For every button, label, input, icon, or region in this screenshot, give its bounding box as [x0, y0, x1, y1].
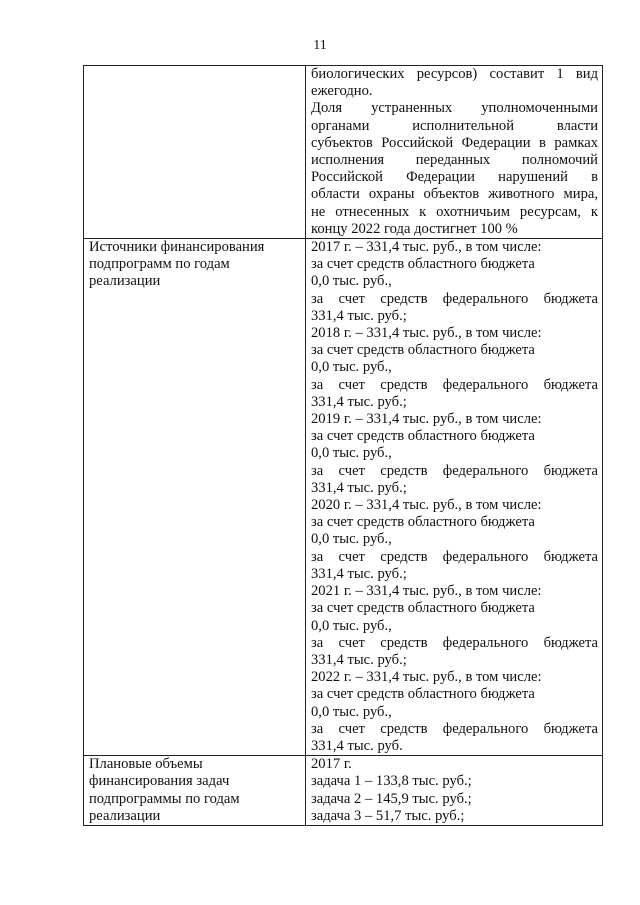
text-line: 2017 г. – 331,4 тыс. руб., в том числе:	[311, 239, 542, 256]
text-line: 331,4 тыс. руб.	[311, 737, 403, 754]
text-line: биологических ресурсов) составит 1 вид	[311, 66, 598, 82]
text-line: за счет средств областного бюджета	[311, 686, 535, 703]
text-line: 2018 г. – 331,4 тыс. руб., в том числе:	[311, 325, 542, 342]
text-line: реализации	[89, 807, 161, 824]
text-line: Российской Федерации нарушений в	[311, 169, 598, 186]
text-line: 331,4 тыс. руб.;	[311, 479, 407, 496]
text-line: 2017 г.	[311, 756, 352, 773]
text-line: концу 2022 года достигнет 100 %	[311, 220, 518, 237]
text-line: за счет средств федерального бюджета	[311, 720, 598, 737]
funding-sources-label-cell	[84, 239, 306, 756]
text-line: 331,4 тыс. руб.;	[311, 307, 407, 324]
text-line: 331,4 тыс. руб.;	[311, 565, 407, 582]
funding-sources-lines	[311, 239, 598, 755]
text-line: не отнесенных к охотничьим ресурсам, к	[311, 203, 598, 220]
funding-sources-label	[89, 239, 301, 291]
table-row	[84, 756, 603, 826]
text-line: за счет средств федерального бюджета	[311, 376, 598, 393]
text-line: за счет средств федерального бюджета	[311, 290, 598, 307]
text-line: задача 1 – 133,8 тыс. руб.;	[311, 773, 472, 790]
planned-volumes-lines	[311, 756, 598, 825]
text-line: Плановые объемы	[89, 756, 203, 773]
text-line: за счет средств федерального бюджета	[311, 634, 598, 651]
text-line: 0,0 тыс. руб.,	[311, 359, 392, 376]
text-line: 0,0 тыс. руб.,	[311, 531, 392, 548]
text-line: за счет средств областного бюджета	[311, 342, 535, 359]
text-line: 2020 г. – 331,4 тыс. руб., в том числе:	[311, 497, 542, 514]
planned-volumes-label-cell	[84, 756, 306, 826]
row1-lines	[311, 66, 598, 238]
text-line: за счет средств областного бюджета	[311, 428, 535, 445]
row1-right-cell	[306, 66, 603, 239]
text-line: 331,4 тыс. руб.;	[311, 651, 407, 668]
row1-left-cell	[84, 66, 306, 239]
text-line: 0,0 тыс. руб.,	[311, 703, 392, 720]
page-number: 11	[313, 38, 327, 53]
text-line: Доля устраненных уполномоченными	[311, 100, 598, 117]
text-line: 2022 г. – 331,4 тыс. руб., в том числе:	[311, 669, 542, 686]
text-line: за счет средств федерального бюджета	[311, 462, 598, 479]
text-line: за счет средств областного бюджета	[311, 600, 535, 617]
text-line: реализации	[89, 273, 161, 290]
text-line: задача 3 – 51,7 тыс. руб.;	[311, 807, 465, 824]
text-line: подпрограммы по годам	[89, 790, 240, 807]
text-line: субъектов Российской Федерации в рамках	[311, 134, 598, 151]
text-line: органами исполнительной власти	[311, 117, 598, 134]
text-line: 2019 г. – 331,4 тыс. руб., в том числе:	[311, 411, 542, 428]
planned-volumes-value-cell	[306, 756, 603, 826]
text-line: 0,0 тыс. руб.,	[311, 617, 392, 634]
text-line: финансирования задач	[89, 773, 230, 790]
table-row	[84, 66, 603, 239]
text-line: Источники финансирования	[89, 239, 265, 256]
text-line: за счет средств областного бюджета	[311, 256, 535, 273]
table-row	[84, 239, 603, 756]
text-line: 331,4 тыс. руб.;	[311, 393, 407, 410]
text-line: 0,0 тыс. руб.,	[311, 273, 392, 290]
text-line: за счет средств федерального бюджета	[311, 548, 598, 565]
planned-volumes-label	[89, 756, 301, 825]
funding-sources-value-cell	[306, 239, 603, 756]
text-line: подпрограмм по годам	[89, 256, 230, 273]
text-line: задача 2 – 145,9 тыс. руб.;	[311, 790, 472, 807]
text-line: за счет средств областного бюджета	[311, 514, 535, 531]
text-line: области охраны объектов животного мира,	[311, 186, 598, 203]
passport-table	[83, 65, 603, 826]
text-line: исполнения переданных полномочий	[311, 152, 598, 169]
text-line: 2021 г. – 331,4 тыс. руб., в том числе:	[311, 583, 542, 600]
text-line: ежегодно.	[311, 83, 373, 100]
text-line: 0,0 тыс. руб.,	[311, 445, 392, 462]
